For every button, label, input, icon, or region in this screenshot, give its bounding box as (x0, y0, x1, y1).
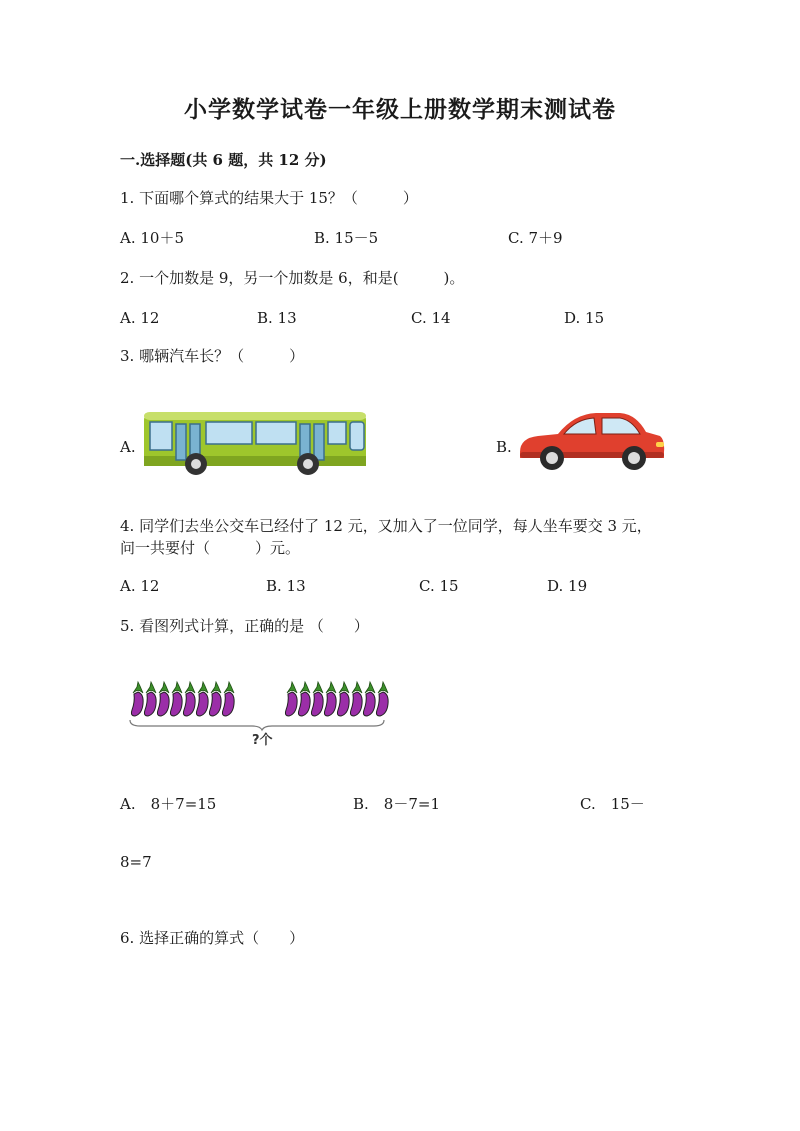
eggplant-icon (298, 682, 310, 716)
eggplant-icon (376, 682, 388, 716)
eggplant-icon (157, 682, 169, 716)
eggplant-icon (170, 682, 182, 716)
eggplant-icon (311, 682, 323, 716)
question-5-option-b[interactable]: B. 8－7=1 (353, 795, 440, 813)
eggplant-figure (128, 680, 392, 730)
question-4-option-b[interactable]: B. 13 (266, 577, 306, 595)
question-5-stem: 5. 看图列式计算，正确的是 （ ） (120, 617, 369, 635)
eggplant-icon (350, 682, 362, 716)
brace-line (130, 720, 384, 730)
eggplant-icon (363, 682, 375, 716)
question-1-option-a[interactable]: A. 10＋5 (120, 229, 184, 247)
question-5-option-c[interactable]: C. 15－ (580, 795, 645, 813)
eggplant-icon (209, 682, 221, 716)
section-heading: 一.选择题(共 6 题，共 12 分) (120, 151, 327, 169)
eggplant-icon (196, 682, 208, 716)
car-image (516, 408, 666, 474)
eggplant-icon (144, 682, 156, 716)
question-1-option-b[interactable]: B. 15－5 (314, 229, 379, 247)
question-4-stem-line-2: 问一共要付（ ）元。 (120, 539, 301, 557)
figure-question-label: ?个 (252, 733, 273, 748)
question-5-option-c-continued: 8=7 (120, 853, 152, 871)
question-2-option-d[interactable]: D. 15 (564, 309, 605, 327)
eggplant-icon (285, 682, 297, 716)
eggplant-icon (131, 682, 143, 716)
eggplant-icon (337, 682, 349, 716)
question-2-stem: 2. 一个加数是 9，另一个加数是 6，和是( )。 (120, 269, 465, 287)
eggplant-icon (183, 682, 195, 716)
question-4-option-a[interactable]: A. 12 (120, 577, 160, 595)
eggplant-icon (324, 682, 336, 716)
question-4-stem-line-1: 4. 同学们去坐公交车已经付了 12 元，又加入了一位同学，每人坐车要交 3 元， (120, 517, 652, 535)
question-2-option-b[interactable]: B. 13 (257, 309, 297, 327)
page-title: 小学数学试卷一年级上册数学期末测试卷 (184, 96, 616, 123)
question-5-option-a[interactable]: A. 8＋7=15 (120, 795, 217, 813)
question-4-option-d[interactable]: D. 19 (547, 577, 588, 595)
question-6-stem: 6. 选择正确的算式（ ） (120, 929, 305, 947)
eggplant-icon (222, 682, 234, 716)
question-3-stem: 3. 哪辆汽车长？（ ） (120, 347, 305, 365)
bus-image (142, 408, 370, 476)
question-3-option-b[interactable]: B. (496, 438, 512, 456)
question-3-option-a[interactable]: A. (120, 438, 136, 456)
question-1-option-c[interactable]: C. 7＋9 (508, 229, 563, 247)
question-4-option-c[interactable]: C. 15 (419, 577, 459, 595)
question-2-option-c[interactable]: C. 14 (411, 309, 451, 327)
question-2-option-a[interactable]: A. 12 (120, 309, 160, 327)
question-1-stem: 1. 下面哪个算式的结果大于 15？（ ） (120, 189, 418, 207)
